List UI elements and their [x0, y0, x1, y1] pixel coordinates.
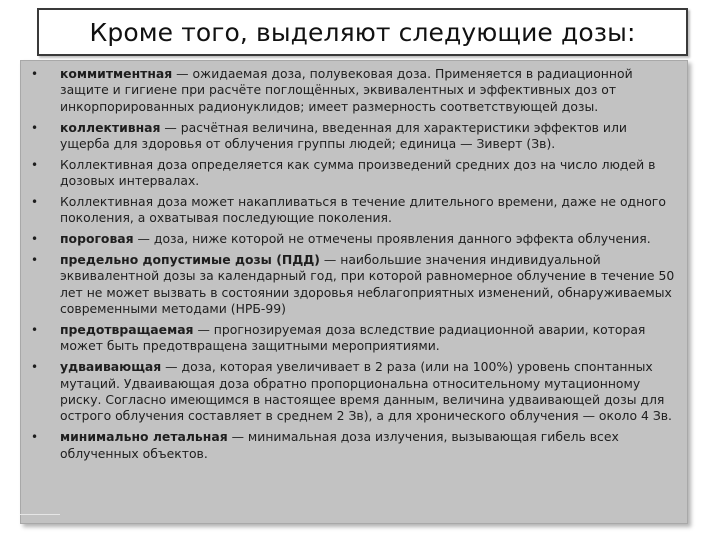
bullet-icon: • — [31, 67, 39, 81]
content-box — [20, 60, 688, 524]
bullet-icon: • — [31, 195, 39, 210]
divider — [20, 514, 60, 515]
list-item — [31, 359, 677, 425]
list-item — [31, 429, 677, 462]
list-item — [31, 120, 677, 153]
item-text: Коллективная доза определяется как сумма произведений средних доз на число людей в дозовых интервалах. — [60, 156, 656, 189]
item-text: — доза, которая увеличивает в 2 раза (или на 100%) уровень спонтанных мутаций. Удваивающая доза обратно пропорциональна относительному мутационному риску. Согласно имеющимся в настоящее время данным, величина удваивающей дозы для острого облучения составляет в среднем 2 Зв), а для хронического облучения — около 4 Зв. — [60, 359, 672, 424]
list-item — [31, 322, 677, 355]
item-text: — расчётная величина, введенная для характеристики эффектов или ущерба для здоровья от облучения группы людей; единица — Зиверт (Зв). — [60, 119, 627, 152]
bullet-icon: • — [31, 232, 39, 247]
item-text: — минимальная доза излучения, вызывающая гибель всех облученных объектов. — [60, 429, 619, 461]
bullet-icon: • — [31, 360, 39, 375]
bullet-icon: • — [31, 157, 39, 172]
item-text: Коллективная доза может накапливаться в течение длительного времени, даже не одного поколения, а охватывая последующие поколения. — [60, 194, 666, 226]
item-term: удваивающая — [60, 359, 162, 375]
bullet-icon: • — [31, 430, 39, 445]
item-term: пороговая — [60, 231, 134, 247]
item-text: — прогнозируемая доза вследствие радиационной аварии, которая может быть предотвращена защитными мероприятиями. — [60, 322, 646, 354]
list-item — [31, 157, 677, 190]
item-term: предельно допустимые дозы (ПДД) — [60, 252, 320, 268]
bullet-icon: • — [31, 120, 39, 135]
title-box — [37, 8, 688, 56]
bullet-icon: • — [31, 323, 39, 338]
bullet-list — [31, 66, 677, 462]
list-item — [31, 252, 677, 318]
item-text: — наибольшие значения индивидуальной эквивалентной дозы за календарный год, при которой равномерное облучение в течение 50 лет не может вызвать в состоянии здоровья неблагоприятных изменений, обнаруживаемых современными методами (НРБ-99) — [60, 252, 675, 317]
item-term: минимально летальная — [60, 429, 228, 445]
item-text: — доза, ниже которой не отмечены проявления данного эффекта облучения. — [133, 231, 651, 247]
item-term: коллективная — [60, 119, 161, 135]
list-item — [31, 194, 677, 227]
list-item — [31, 231, 677, 247]
list-item — [31, 66, 677, 115]
item-term: коммитментная — [60, 66, 173, 81]
slide-title: Кроме того, выделяют следующие дозы: — [89, 17, 636, 47]
bullet-icon: • — [31, 253, 39, 268]
item-term: предотвращаемая — [60, 322, 194, 338]
item-text: — ожидаемая доза, полувековая доза. Применяется в радиационной защите и гигиене при расчёте поглощённых, эквивалентных и эффективных доз от инкорпорированных радионуклидов; имеет размерность соответствующей дозы. — [60, 66, 633, 114]
